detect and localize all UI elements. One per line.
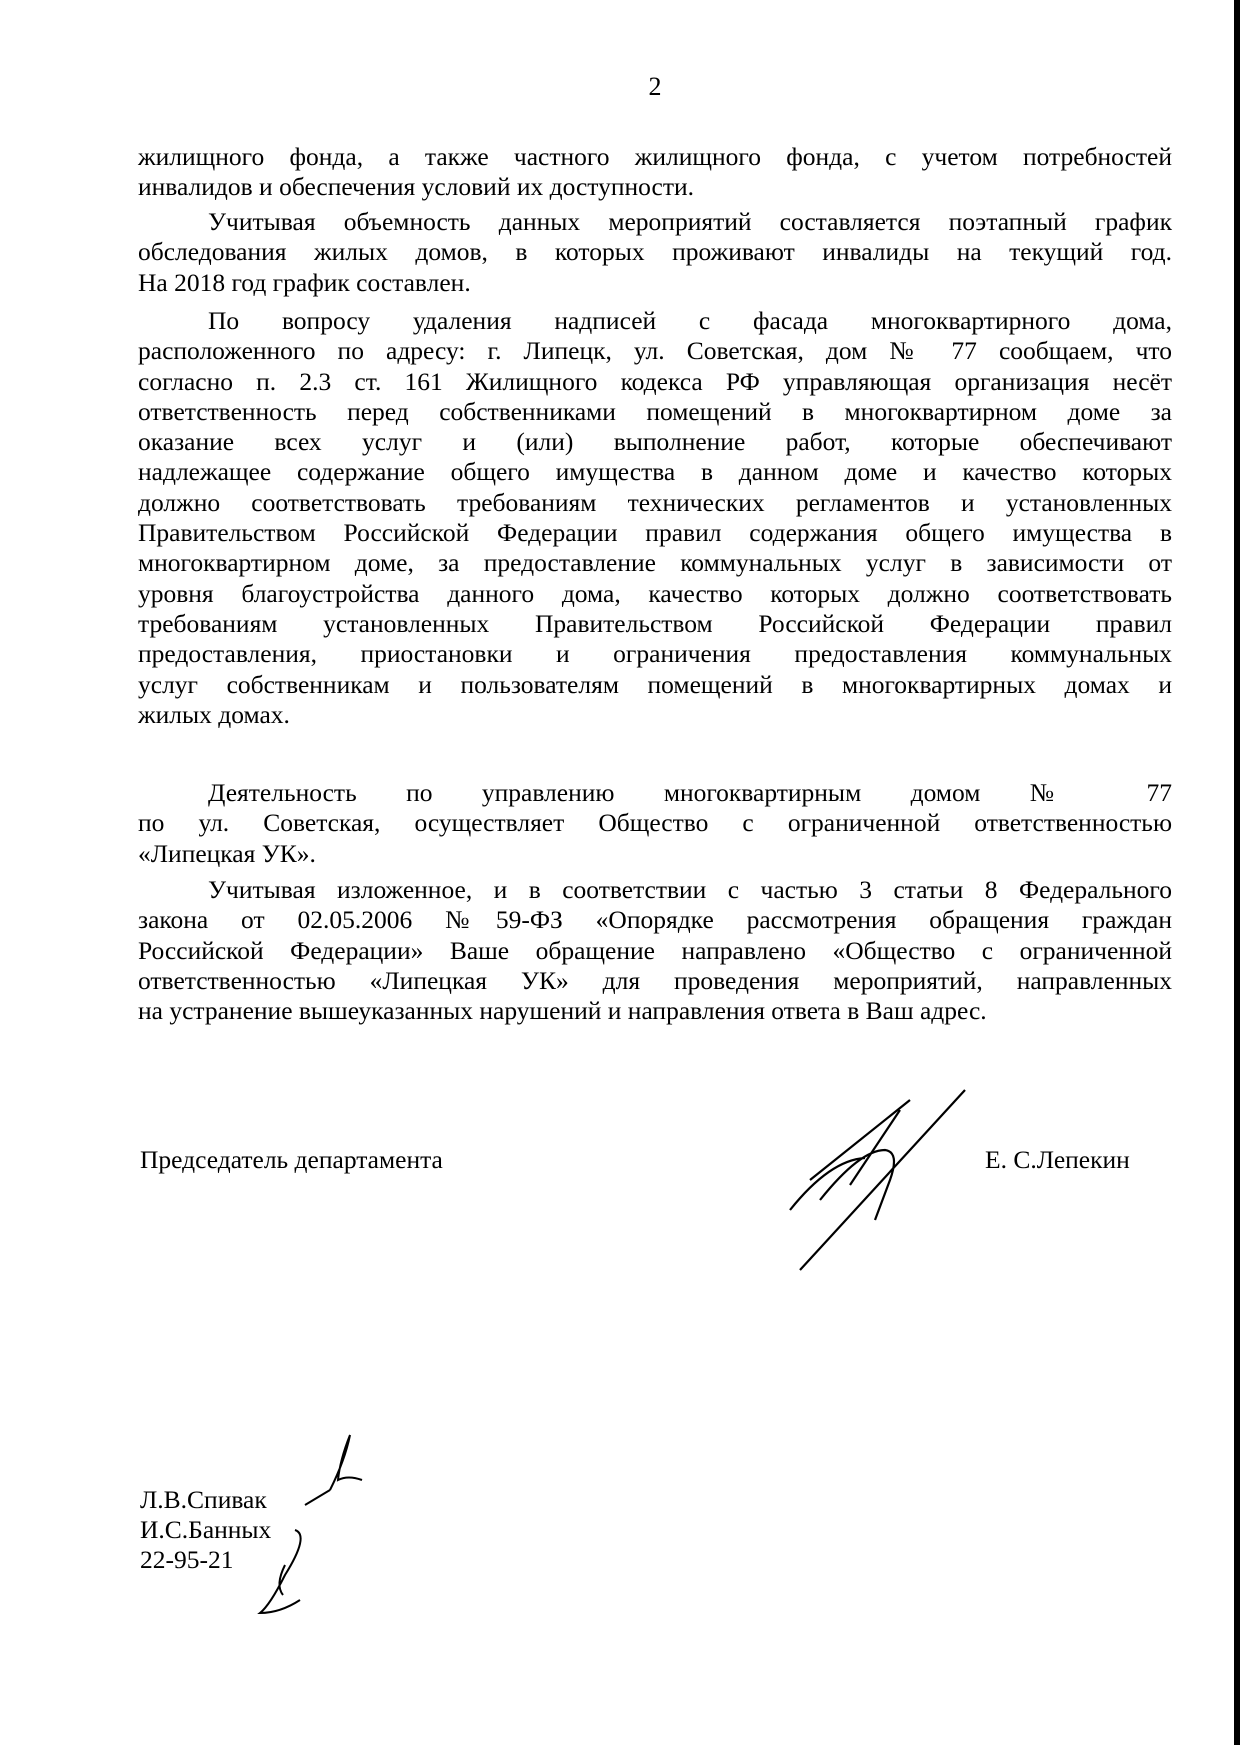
text-line: по ул. Советская, осуществляет Общество с ограниченной ответственностью: [138, 808, 1172, 838]
executor-name-1: Л.В.Спивак: [140, 1485, 267, 1514]
paragraph-4: [138, 778, 1172, 869]
text-line: «Липецкая УК».: [138, 838, 316, 868]
text-line: расположенного по адресу: г. Липецк, ул. Советская, дом № 77 сообщаем, что: [138, 336, 1172, 366]
text-line: многоквартирном доме, за предоставление коммунальных услуг в зависимости от: [138, 548, 1172, 578]
text-line: жилищного фонда, а также частного жилищного фонда, с учетом потребностей: [138, 142, 1172, 171]
initials-signature-1: [300, 1430, 370, 1510]
signatory-name: Е. С.Лепекин: [985, 1145, 1130, 1174]
paragraph-3: [138, 306, 1172, 730]
text-line: услуг собственникам и пользователям помещений в многоквартирных домах и: [138, 669, 1172, 699]
signature-image: [790, 1090, 990, 1280]
text-line: Российской Федерации» Ваше обращение направлено «Общество с ограниченной: [138, 935, 1172, 965]
paragraph-5: [138, 875, 1172, 1026]
text-line: уровня благоустройства данного дома, качество которых должно соответствовать: [138, 578, 1172, 608]
scan-edge: [1234, 0, 1240, 1745]
text-line: Учитывая изложенное, и в соответствии с частью 3 статьи 8 Федерального: [208, 875, 1172, 904]
text-line: ответственность перед собственниками помещений в многоквартирном доме за: [138, 396, 1172, 426]
text-line: надлежащее содержание общего имущества в данном доме и качество которых: [138, 457, 1172, 487]
text-line: На 2018 год график составлен.: [138, 267, 471, 297]
text-line: оказание всех услуг и (или) выполнение работ, которые обеспечивают: [138, 427, 1172, 457]
paragraph-2: [138, 207, 1172, 298]
paragraph-1: [138, 142, 1172, 203]
executor-name-2: И.С.Банных: [140, 1515, 272, 1544]
executor-phone: 22-95-21: [140, 1545, 234, 1574]
text-line: согласно п. 2.3 ст. 161 Жилищного кодекса РФ управляющая организация несёт: [138, 366, 1172, 396]
text-line: на устранение вышеуказанных нарушений и направления ответа в Ваш адрес.: [138, 996, 987, 1026]
text-line: должно соответствовать требованиям технических регламентов и установленных: [138, 487, 1172, 517]
text-line: Правительством Российской Федерации правил содержания общего имущества в: [138, 518, 1172, 548]
text-line: обследования жилых домов, в которых проживают инвалиды на текущий год.: [138, 237, 1172, 267]
text-line: ответственностью «Липецкая УК» для проведения мероприятий, направленных: [138, 965, 1172, 995]
signatory-position: Председатель департамента: [140, 1145, 443, 1174]
initials-signature-2: [255, 1525, 315, 1620]
text-line: Деятельность по управлению многоквартирным домом № 77: [208, 778, 1172, 807]
text-line: Учитывая объемность данных мероприятий составляется поэтапный график: [208, 207, 1172, 236]
text-line: инвалидов и обеспечения условий их доступности.: [138, 172, 695, 202]
page-number: 2: [648, 72, 662, 101]
text-line: предоставления, приостановки и ограничения предоставления коммунальных: [138, 639, 1172, 669]
text-line: По вопросу удаления надписей с фасада многоквартирного дома,: [208, 306, 1172, 335]
text-line: требованиям установленных Правительством Российской Федерации правил: [138, 608, 1172, 638]
text-line: жилых домах.: [138, 699, 290, 729]
text-line: закона от 02.05.2006 №59-ФЗ «Опорядке рассмотрения обращения граждан: [138, 905, 1172, 935]
